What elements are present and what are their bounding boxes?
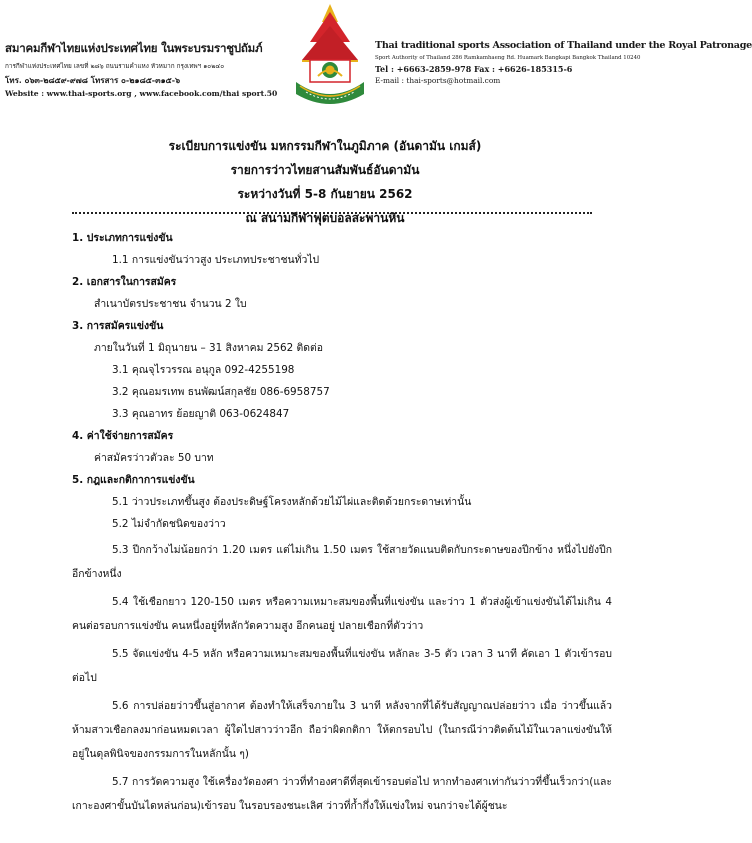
letterhead-english [375, 40, 752, 85]
section-2-note: สำเนาบัตรประชาชน จำนวน 2 ใบ [94, 298, 247, 310]
section-3-note: ภายในวันที่ 1 มิถุนายน – 31 สิงหาคม 2562 ติดต่อ [94, 342, 323, 354]
phone-english: Tel : +6663-2859-978 Fax : +6626-185315-6 [375, 64, 573, 74]
phone-thai: โทร. ๐๖๓-๒๘๕๙-๙๗๘ โทรสาร ๐-๒๑๘๕-๓๑๕-๖ [5, 75, 181, 85]
org-name-english: Thai traditional sports Association of Thailand under the Royal Patronage [375, 40, 752, 51]
rule-paragraph: 5.6 การปล่อยว่าวขึ้นสู่อากาศ ต้องทำให้เสร็จภายใน 3 นาที หลังจากที่ได้รับสัญญาณปล่อยว่าว เมื่อ ว่าวขึ้นแล้ว ห้ามสาวเชือกลงมาก่อนหมดเวลา ผู้ใดไปสาวว่าวอีก ถือว่าผิดกติกา ให้ตกรอบไป (ในกรณีว่าวติดต้นไม้ในเวลาแข่งขันให้อยู่ในดุลพินิจของกรรมการในหลักนั้น ๆ) [72, 700, 612, 760]
section-4-title: 4. ค่าใช้จ่ายการสมัคร [72, 430, 174, 442]
rule-paragraph: 5.3 ปีกกว้างไม่น้อยกว่า 1.20 เมตร แต่ไม่เกิน 1.50 เมตร ใช้สายวัดแนบติดกับกระดาษของปีกข้าง หนึ่งไปยังปีกอีกข้างหนึ่ง [72, 544, 612, 580]
regulations-body [72, 226, 612, 818]
section-5-title: 5. กฎและกติกาการแข่งขัน [72, 474, 195, 486]
contact-item: 3.3 คุณอาทร ย้อยญาติ 063-0624847 [112, 408, 290, 420]
title-line-4: ณ สนามกีฬาฟุตบอลสะพานหิน [245, 211, 405, 225]
rule-paragraph: 5.5 จัดแข่งขัน 4-5 หลัก หรือความเหมาะสมของพื้นที่แข่งขัน หลักละ 3-5 ตัว เวลา 3 นาที คัดเอา 1 ตัวเข้ารอบต่อไป [72, 648, 612, 684]
section-1-title: 1. ประเภทการแข่งขัน [72, 232, 173, 244]
title-line-1: ระเบียบการแข่งขัน มหกรรมกีฬาในภูมิภาค (อันดามัน เกมส์) [168, 139, 482, 153]
address-thai: การกีฬาแห่งประเทศไทย เลขที่ ๒๘๖ ถนนรามคำแหง หัวหมาก กรุงเทพฯ ๑๐๒๔๐ [5, 62, 225, 70]
contact-item: 3.1 คุณจุไรวรรณ อนุกูล 092-4255198 [112, 364, 295, 376]
rule-item: 5.1 ว่าวประเภทขึ้นสูง ต้องประดิษฐ์โครงหลักด้วยไม้ไผ่และติดด้วยกระดาษเท่านั้น [112, 496, 472, 508]
title-line-3: ระหว่างวันที่ 5-8 กันยายน 2562 [237, 187, 413, 201]
section-1-item: 1.1 การแข่งขันว่าวสูง ประเภทประชาชนทั่วไป [112, 254, 320, 266]
section-3-title: 3. การสมัครแข่งขัน [72, 320, 164, 332]
email: E-mail : thai-sports@hotmail.com [375, 76, 501, 85]
rule-paragraph: 5.7 การวัดความสูง ใช้เครื่องวัดองศา ว่าวที่ทำองศาดีที่สุดเข้ารอบต่อไป หากทำองศาเท่ากันว่าวที่ขึ้นเร็วกว่า(และเกาะองศาขั้นบันไดหล่นก่อน)เข้ารอบ ในรอบรองชนะเลิศ ว่าวที่ก้ำกึ่งให้แข่งใหม่ จนกว่าจะได้ผู้ชนะ [72, 776, 612, 812]
rule-paragraph: 5.4 ใช้เชือกยาว 120-150 เมตร หรือความเหมาะสมของพื้นที่แข่งขัน และว่าว 1 ตัวส่งผู้เข้าแข่งขันได้ไม่เกิน 4 คนต่อรอบการแข่งขัน คนหนึ่งอยู่ที่หลักวัดความสูง อีกคนอยู่ ปลายเชือกที่ตัวว่าว [72, 596, 612, 632]
rule-item: 5.2 ไม่จำกัดชนิดของว่าว [112, 518, 226, 530]
org-name-thai: สมาคมกีฬาไทยแห่งประเทศไทย ในพระบรมราชูปถัมภ์ [5, 41, 263, 55]
association-emblem-icon [292, 2, 368, 112]
title-line-2: รายการว่าวไทยสานสัมพันธ์อันดามัน [230, 163, 420, 177]
section-4-note: ค่าสมัครว่าวตัวละ 50 บาท [94, 452, 214, 464]
contact-item: 3.2 คุณอมรเทพ ธนพัฒน์สกุลชัย 086-6958757 [112, 386, 330, 398]
address-english: Sport Authority of Thailand 286 Ramkamhaeng Rd. Huamark Bangkapi Bangkok Thailand 10240 [375, 55, 641, 61]
dotted-divider [72, 212, 592, 218]
section-2-title: 2. เอกสารในการสมัคร [72, 276, 177, 288]
letterhead [0, 0, 752, 120]
website: Website : www.thai-sports.org , www.facebook.com/thai sport.50 [5, 89, 278, 98]
letterhead-thai [5, 40, 290, 98]
